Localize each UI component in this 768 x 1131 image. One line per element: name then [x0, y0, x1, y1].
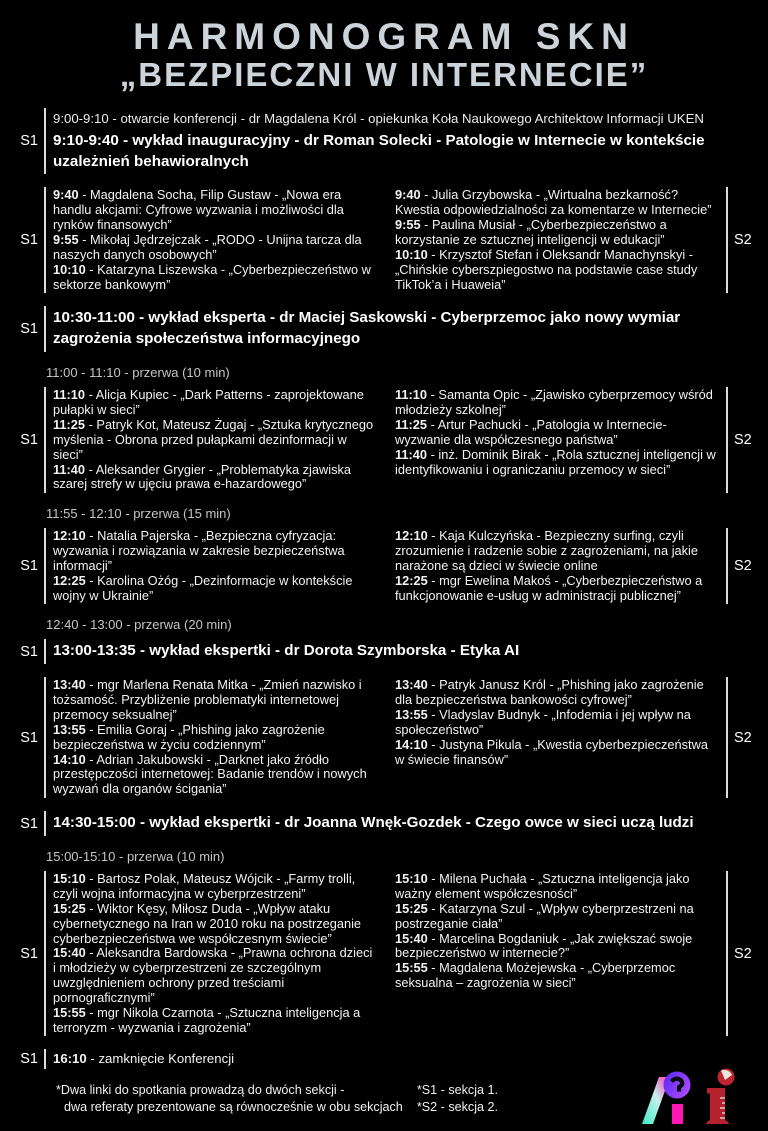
section-label-s1: S1	[20, 945, 38, 962]
closing-block	[12, 1049, 760, 1068]
session-column-s2	[382, 528, 726, 604]
opening-content	[46, 108, 760, 174]
session-column-s1	[46, 677, 382, 798]
keynote-content	[46, 639, 760, 664]
opening-block	[12, 108, 760, 174]
section-label-s1: S1	[20, 133, 38, 150]
session-item: 14:10 - Justyna Pikula - „Kwestia cyberbezpieczeństwa w świecie finansów”	[395, 736, 708, 767]
break-row: 11:55 - 12:10 - przerwa (15 min)	[46, 506, 231, 522]
session-item: 11:25 - Patryk Kot, Mateusz Żugaj - „Sztuka krytycznego myślenia - Obrona przed pułapkami dezinformacji w sieci”	[53, 417, 374, 462]
session-block	[12, 677, 760, 798]
keynote-block	[12, 811, 760, 836]
logo-question-circle	[664, 1071, 691, 1098]
session-item: 12:10 - Kaja Kulczyńska - Bezpieczny surfing, czyli zrozumienie i radzenie sobie z zagrożeniami, na jakie narażone są dzieci w świecie online	[395, 528, 699, 573]
session-time: 11:40	[53, 461, 86, 477]
poster-title-line1: HARMONOGRAM SKN	[133, 16, 635, 57]
session-time: 12:25	[53, 572, 86, 588]
session-item: 9:40 - Julia Grzybowska - „Wirtualna bezkarność? Kwestia odpowiedzialności za komentarze w Internecie”	[395, 187, 712, 218]
conference-schedule-poster	[0, 16, 768, 1115]
session-time: 15:25	[53, 900, 86, 916]
session-time: 11:10	[395, 387, 428, 403]
session-time: 14:10	[53, 751, 86, 767]
session-item: 15:10 - Milena Puchała - „Sztuczna inteligencja jako ważny element współczesności”	[395, 871, 690, 901]
session-time: 11:25	[395, 417, 428, 433]
footnote-line1: *Dwa linki do spotkania prowadzą do dwóch sekcji -	[56, 1082, 345, 1097]
session-column-s1	[46, 528, 382, 604]
session-block	[12, 871, 760, 1036]
footnote	[56, 1082, 403, 1117]
session-item: 12:25 - Karolina Ożóg - „Dezinformacje w kontekście wojny w Ukrainie”	[53, 572, 353, 603]
session-item: 13:55 - Emilia Goraj - „Phishing jako zagrożenie bezpieczeństwa w życiu codziennym”	[53, 721, 325, 752]
session-time: 15:25	[395, 900, 428, 916]
section-label-s1: S1	[20, 815, 38, 832]
session-column-s1	[46, 387, 382, 493]
section-label-s1: S1	[20, 232, 38, 249]
footer	[56, 1082, 750, 1131]
session-item: 11:10 - Samanta Opic - „Zjawisko cyberprzemocy wśród młodzieży szkolnej”	[395, 387, 713, 418]
footnote-line2: dwa referaty prezentowane są równocześnie w obu sekcjach	[64, 1100, 403, 1115]
keynote-content	[46, 306, 760, 352]
session-time: 15:40	[395, 930, 428, 946]
session-item: 13:40 - mgr Marlena Renata Mitka - „Zmień nazwisko i tożsamość. Przybliżenie problematyki internetowej przemocy seksualnej”	[53, 677, 362, 723]
session-item: 9:55 - Mikołaj Jędrzejczak - „RODO - Unijna tarcza dla naszych danych osobowych”	[53, 232, 362, 262]
session-item: 15:25 - Katarzyna Szul - „Wpływ cyberprzestrzeni na postrzeganie ciała”	[395, 900, 694, 931]
session-time: 10:10	[53, 261, 86, 277]
session-time: 13:55	[395, 707, 428, 723]
session-item: 11:10 - Alicja Kupiec - „Dark Patterns - zaprojektowane pułapki w sieci”	[53, 387, 364, 418]
section-label-s1: S1	[20, 321, 38, 338]
session-time: 11:10	[53, 387, 86, 403]
keynote-heading: 13:00-13:35 - wykład ekspertki - dr Dorota Szymborska - Etyka AI	[53, 642, 520, 660]
section-key-s1: *S1 - sekcja 1.	[416, 1082, 499, 1097]
session-block	[12, 187, 760, 293]
closing-line: 16:10 - zamknięcie Konferencji	[53, 1051, 235, 1067]
section-label-s1: S1	[20, 643, 38, 660]
section-label-s1: S1	[20, 432, 38, 449]
ai-logo	[640, 1068, 750, 1131]
session-item: 10:10 - Krzysztof Stefan i Oleksandr Manachynskyi - „Chińskie cyberszpiegostwo na podstawie case study TikTok’a i Huaweia”	[395, 246, 698, 292]
session-item: 12:25 - mgr Ewelina Makoś - „Cyberbezpieczeństwo a funkcjonowanie e-usług w administracji publicznej”	[395, 572, 703, 603]
section-key-s2: *S2 - sekcja 2.	[416, 1100, 499, 1115]
section-label-s1: S1	[20, 1051, 38, 1068]
section-label-s2: S2	[734, 558, 752, 575]
logo-a-right-leg	[672, 1104, 683, 1124]
session-item: 11:40 - Aleksander Grygier - „Problematyka zjawiska szarej strefy w ujęciu prawa e-hazardowego”	[53, 461, 352, 492]
session-time: 11:25	[53, 417, 86, 433]
session-time: 12:10	[395, 528, 428, 544]
session-item: 12:10 - Natalia Pajerska - „Bezpieczna cyfryzacja: wyzwania i rozwiązania w zakresie bezpieczeństwa informacji”	[53, 528, 345, 573]
section-label-s2: S2	[734, 945, 752, 962]
session-column-s1	[46, 187, 382, 293]
section-label-s1: S1	[20, 729, 38, 746]
session-time: 9:40	[395, 187, 421, 203]
section-key	[417, 1082, 498, 1117]
session-item: 14:10 - Adrian Jakubowski - „Darknet jako źródło przestępczości internetowej: Badanie trendów i nowych wyzwań dla organów ścigania”	[53, 751, 367, 797]
session-time: 11:40	[395, 446, 428, 462]
session-item: 11:25 - Artur Pachucki - „Patologia w Internecie- wyzwanie dla współczesnego państwa”	[395, 417, 667, 447]
session-item: 11:40 - inż. Dominik Birak - „Rola sztucznej inteligencji w identyfikowaniu i ograniczaniu przemocy w sieci”	[395, 446, 716, 477]
session-item: 13:55 - Vladyslav Budnyk - „Infodemia i jej wpływ na społeczeństwo”	[395, 707, 691, 737]
session-item: 10:10 - Katarzyna Liszewska - „Cyberbezpieczeństwo w sektorze bankowym”	[53, 261, 371, 292]
session-time: 15:10	[395, 871, 428, 887]
session-item: 9:40 - Magdalena Socha, Filip Gustaw - „Nowa era handlu akcjami: Cyfrowe wyzwania i możliwości dla rynków finansowych”	[53, 187, 344, 233]
session-item: 13:40 - Patryk Janusz Król - „Phishing jako zagrożenie dla bezpieczeństwa bankowości cyfrowej”	[395, 677, 704, 708]
section-label-s2: S2	[734, 729, 752, 746]
session-item: 15:10 - Bartosz Polak, Mateusz Wójcik - „Farmy trolli, czyli wojna informacyjna w cyberprzestrzeni”	[53, 871, 356, 901]
logo-i-ruler	[706, 1068, 735, 1124]
session-item: 15:40 - Aleksandra Bardowska - „Prawna ochrona dzieci i młodzieży w cyberprzestrzeni ze szczególnym uwzględnieniem ochrony przed treściami pornograficznymi”	[53, 945, 373, 1005]
session-column-s2	[382, 677, 726, 798]
session-time: 12:10	[53, 528, 86, 544]
session-item: 9:55 - Paulina Musiał - „Cyberbezpieczeństwo a korzystanie ze sztucznej inteligencji w edukacji”	[395, 217, 667, 248]
session-column-s1	[46, 871, 382, 1036]
poster-title	[0, 16, 768, 94]
session-column-s2	[382, 387, 726, 493]
conference-opening-line: 9:00-9:10 - otwarcie konferencji - dr Magdalena Król - opiekunka Koła Naukowego Architektow Informacji UKEN	[53, 111, 704, 127]
schedule	[0, 108, 768, 1068]
session-block	[12, 387, 760, 493]
section-label-s1: S1	[20, 558, 38, 575]
session-column-s2	[382, 187, 726, 293]
session-column-s2	[382, 871, 726, 1036]
session-time: 13:40	[395, 677, 428, 693]
session-time: 15:55	[53, 1004, 86, 1020]
session-item: 15:55 - Magdalena Możejewska - „Cyberprzemoc seksualna – zagrożenia w sieci”	[395, 960, 676, 991]
keynote-content	[46, 811, 760, 836]
keynote-block	[12, 639, 760, 664]
session-block	[12, 528, 760, 604]
break-row: 12:40 - 13:00 - przerwa (20 min)	[46, 617, 232, 633]
section-label-s2: S2	[734, 432, 752, 449]
session-time: 9:55	[395, 217, 421, 233]
break-row: 15:00-15:10 - przerwa (10 min)	[46, 849, 225, 865]
session-time: 13:40	[53, 677, 86, 693]
session-time: 15:55	[395, 960, 428, 976]
session-item: 15:40 - Marcelina Bogdaniuk - „Jak zwiększać swoje bezpieczeństwo w internecie?”	[395, 930, 693, 961]
session-time: 9:55	[53, 232, 79, 248]
closing-time: 16:10	[53, 1051, 87, 1067]
keynote-heading: 14:30-15:00 - wykład ekspertki - dr Joanna Wnęk-Gozdek - Czego owce w sieci uczą ludzi	[53, 814, 694, 832]
session-time: 9:40	[53, 187, 79, 203]
session-time: 12:25	[395, 572, 428, 588]
ai-logo-graphic	[640, 1068, 750, 1126]
poster-title-line2: „BEZPIECZNI W INTERNECIE”	[119, 56, 649, 94]
session-time: 10:10	[395, 246, 428, 262]
break-row: 11:00 - 11:10 - przerwa (10 min)	[46, 365, 230, 381]
session-item: 15:55 - mgr Nikola Czarnota - „Sztuczna inteligencja a terroryzm - wyzwania i zagrożenia”	[53, 1004, 361, 1035]
closing-content	[46, 1049, 760, 1068]
session-item: 15:25 - Wiktor Kęsy, Miłosz Duda - „Wpływ ataku cybernetycznego na Iran w 2010 roku na postrzeganie cyberbezpieczeństwa we współczesnym świecie”	[53, 900, 362, 946]
section-label-s2: S2	[734, 232, 752, 249]
session-time: 14:10	[395, 736, 428, 752]
keynote-block	[12, 306, 760, 352]
keynote-heading: 10:30-11:00 - wykład eksperta - dr Maciej Saskowski - Cyberprzemoc jako nowy wymiar zagrożenia społeczeństwa informacyjnego	[53, 309, 681, 348]
session-time: 13:55	[53, 721, 86, 737]
session-time: 15:10	[53, 871, 86, 887]
session-time: 15:40	[53, 945, 86, 961]
keynote-heading: 9:10-9:40 - wykład inauguracyjny - dr Roman Solecki - Patologie w Internecie w kontekście uzależnień behawioralnych	[53, 131, 705, 170]
